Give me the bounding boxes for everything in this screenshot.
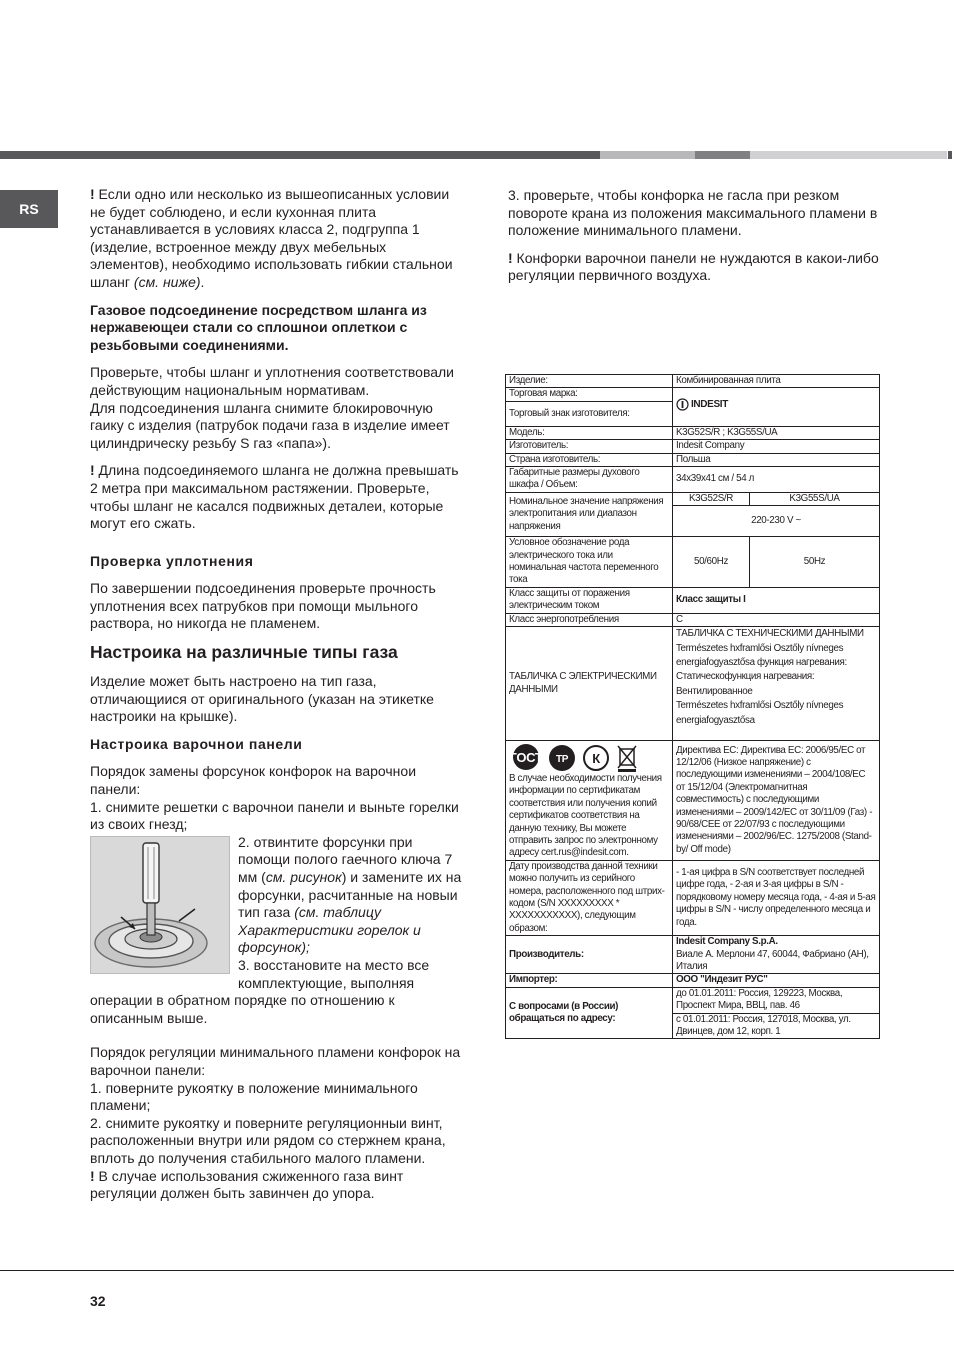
spec-label-certification: ГОСТ ТР К В случае необходимости получения информации по сертификатам соответствия или получения копий сертификатов соответствия на данную технику, Вы можете отправить запрос по электронному адресу cert.rus@indesit.com. xyxy=(506,740,673,860)
warning-mark: ! xyxy=(508,249,513,266)
technical-specification-table xyxy=(505,374,880,1039)
paragraph-check-hose: Проверьте, чтобы шланг и уплотнения соответствовали действующим национальным нормативам. xyxy=(90,364,454,398)
paragraph-step-3-check: 3. проверьте, чтобы конфорка не гасла при резком повороте крана из положения максимального пламени в положение минимального пламени. xyxy=(508,187,878,239)
spec-label: Класс энергопотребления xyxy=(506,613,673,626)
header-bar-end xyxy=(948,151,952,159)
svg-text:ГОСТ: ГОСТ xyxy=(509,749,543,765)
spec-value-address-2: с 01.01.2011: Россия, 127018, Москва, ул. Двинцев, дом 12, корп. 1 xyxy=(673,1013,880,1039)
heading-hose-connection: Газовое подсоединение посредством шланга из нержавеющеи стали со сплошнои оплеткои с резьбовыми соединениями. xyxy=(90,301,427,353)
spec-value-voltage: 220-230 V ~ xyxy=(673,506,880,537)
spec-label: Торговый знак изготовителя: xyxy=(506,401,673,426)
spec-value: Комбинированная плита xyxy=(673,375,880,388)
spec-value-serial: - 1-ая цифра в S/N соответствует последней цифре года, - 2-ая и 3-ая цифры в S/N - порядковому номеру месяца года, - 4-ая и 5-ая цифры в S/N - числу определенного месяца и года. xyxy=(673,860,880,935)
spec-label: Условное обозначение рода электрического тока или номинальная частота переменного тока xyxy=(506,537,673,588)
header-bar-light xyxy=(600,151,695,159)
heading-gas-adjustment: Настроика на различные типы газа xyxy=(90,642,398,663)
paragraph-min-flame-step-1: 1. поверните рукоятку в положение минимального пламени; xyxy=(90,1079,418,1114)
spec-value-directives: Директива ЕС: Директива ЕС: 2006/95/EC от 12/12/06 (Низкое напряжение) с последующими изменениями – 2004/108/EC от 15/12/04 (Электромагнитная совместимость) с последующими изменениями – 2009/142/EC от 30/11/09 (Газ) - 90/68/CEE от 22/07/93 с последующими изменениями – 2002/96/EC. 1275/2008 (Stand-by/ Off mode) xyxy=(673,740,880,860)
svg-text:ТР: ТР xyxy=(555,753,569,765)
spec-value-manufacturer: Indesit Company S.p.A. Виале А. Мерлони 47, 60044, Фабриано (АН), Италия xyxy=(673,936,880,974)
paragraph-seal-check: По завершении подсоединения проверьте прочность уплотнения всех патрубков при помощи мыльного раствора, но никогда не пламенем. xyxy=(90,580,436,632)
warning-mark: ! xyxy=(90,1167,95,1184)
footer-rule xyxy=(0,1270,954,1271)
k-certification-icon xyxy=(581,743,611,773)
paragraph-lpg-note: ! В случае использования сжиженного газа винт регуляции должен быть завинчен до упора. xyxy=(90,1167,404,1202)
warning-mark: ! xyxy=(90,462,95,479)
nozzle-wrench-illustration xyxy=(90,836,230,974)
svg-text:К: К xyxy=(592,750,600,766)
tr-certification-icon xyxy=(547,743,577,773)
certification-logos xyxy=(509,741,669,773)
paragraph-remove-nut: Для подсоединения шланга снимите блокировочную гаику с изделия (патрубок подачи газа в изделие имеет цилиндрическу резьбу S газ «папа»). xyxy=(90,399,450,451)
header-bar-pale xyxy=(750,151,947,159)
spec-value: Класс защиты I xyxy=(673,587,880,613)
spec-label: Модель: xyxy=(506,426,673,439)
header-bar-mid xyxy=(695,151,750,159)
spec-value: Indesit Company xyxy=(673,440,880,453)
spec-value: 34x39x41 см / 54 л xyxy=(673,467,880,493)
spec-value: Польша xyxy=(673,453,880,466)
paragraph-step-1: 1. снимите решетки с варочнои панели и выньте горелки из своих гнезд; xyxy=(90,798,459,833)
paragraph-nozzle-order: Порядок замены форсунок конфорок на варочнои панели: xyxy=(90,763,417,798)
spec-label: С вопросами (в России) обращаться по адресу: xyxy=(506,987,673,1039)
spec-value-brand xyxy=(673,388,880,426)
paragraph-hose-length: ! Длина подсоединяемого шланга не должна превышать 2 метра при максимальном растяжении. Проверьте, чтобы шланг не касался подвижных деталеи, которые могут его сжать. xyxy=(90,462,459,532)
spec-label: ТАБЛИЧКА С ЭЛЕКТРИЧЕСКИМИ ДАННЫМИ xyxy=(506,627,673,741)
heading-seal-check: Проверка уплотнения xyxy=(90,552,254,569)
left-column xyxy=(90,186,468,1203)
header-color-bar xyxy=(0,151,954,159)
spec-label: Производитель: xyxy=(506,936,673,974)
nozzle-figure-block xyxy=(90,834,468,1028)
spec-model-col-2: K3G55S/UA xyxy=(750,492,880,505)
weee-bin-icon xyxy=(615,743,639,773)
spec-value: ООО "Индезит РУС" xyxy=(673,974,880,987)
paragraph-step-2: 2. отвинтите форсунки при помощи полого гаечного ключа 7 мм (см. рисунок) и замените их на форсунки, расчитанные на новыи тип газа (см. таблицу Характеристики горелок и форсунок); xyxy=(238,833,462,956)
spec-label: Страна изготовитель: xyxy=(506,453,673,466)
spec-label: Импортер: xyxy=(506,974,673,987)
spec-frequency-col-2: 50Hz xyxy=(750,537,880,588)
heading-hob-adjustment: Настроика варочнои панели xyxy=(90,735,303,752)
spec-label: Габаритные размеры духового шкафа / Объем: xyxy=(506,467,673,493)
header-bar-dark xyxy=(0,151,600,159)
right-column xyxy=(508,187,883,285)
page-number: 32 xyxy=(90,1293,106,1309)
spec-model-col-1: K3G52S/R xyxy=(673,492,750,505)
spec-value-technical-data: ТАБЛИЧКА С ТЕХНИЧЕСКИМИ ДАННЫМИ Természetes hxframlősi Osztőly nívneges energiafogyasztősa функция нагревания: Статическофункция нагревания: Вентилированное Természetes hxframlősi Osztőly nívneges energiafogyasztősa xyxy=(673,627,880,741)
spec-label: Класс защиты от поражения электрическим током xyxy=(506,587,673,613)
spec-label: Изготовитель: xyxy=(506,440,673,453)
spec-label: Изделие: xyxy=(506,375,673,388)
paragraph-steel-hose-note: ! Если одно или несколько из вышеописанных условии не будет соблюдено, и если кухонная плита устанавливается в условиях класса 2, подгруппа 1 (изделие, встроенное между двух мебельных элементов), необходимо использовать гибкии стальнои шланг (см. ниже). xyxy=(90,186,453,290)
warning-mark: ! xyxy=(90,186,95,202)
paragraph-primary-air-note: ! Конфорки варочнои панели не нуждаются в какои-либо регуляции первичного воздуха. xyxy=(508,249,879,284)
spec-value: C xyxy=(673,613,880,626)
paragraph-min-flame-step-2: 2. снимите рукоятку и поверните регуляционныи винт, расположенныи внутри или рядом со стержнем крана, вплоть до получения стабильного малого пламени. xyxy=(90,1114,446,1166)
language-tab: RS xyxy=(0,190,58,228)
paragraph-min-flame-order: Порядок регуляции минимального пламени конфорок на варочнои панели: xyxy=(90,1044,461,1078)
spec-label: Номинальное значение напряжения электропитания или диапазон напряжения xyxy=(506,492,673,536)
paragraph-gas-types: Изделие может быть настроено на тип газа, отличающиися от оригинального (указан на этикетке настроики на крышке). xyxy=(90,673,434,725)
paragraph-step-3: 3. восстановите на место все комплектующие, выполняя операции в обратном порядке по отношению к описанным выше. xyxy=(90,956,430,1026)
spec-value: K3G52S/R ; K3G55S/UA xyxy=(673,426,880,439)
gost-certification-icon xyxy=(509,743,543,773)
spec-label: Торговая марка: xyxy=(506,388,673,401)
indesit-logo: INDESIT xyxy=(676,398,728,411)
spec-frequency-col-1: 50/60Hz xyxy=(673,537,750,588)
spec-value-address-1: до 01.01.2011: Россия, 129223, Москва, Проспект Мира, ВВЦ, пав. 46 xyxy=(673,987,880,1013)
spec-label: Дату производства данной техники можно получить из серийного номера, расположенного под штрих-кодом (S/N XXXXXXXXX * XXXXXXXXXXX), следующим образом: xyxy=(506,860,673,935)
